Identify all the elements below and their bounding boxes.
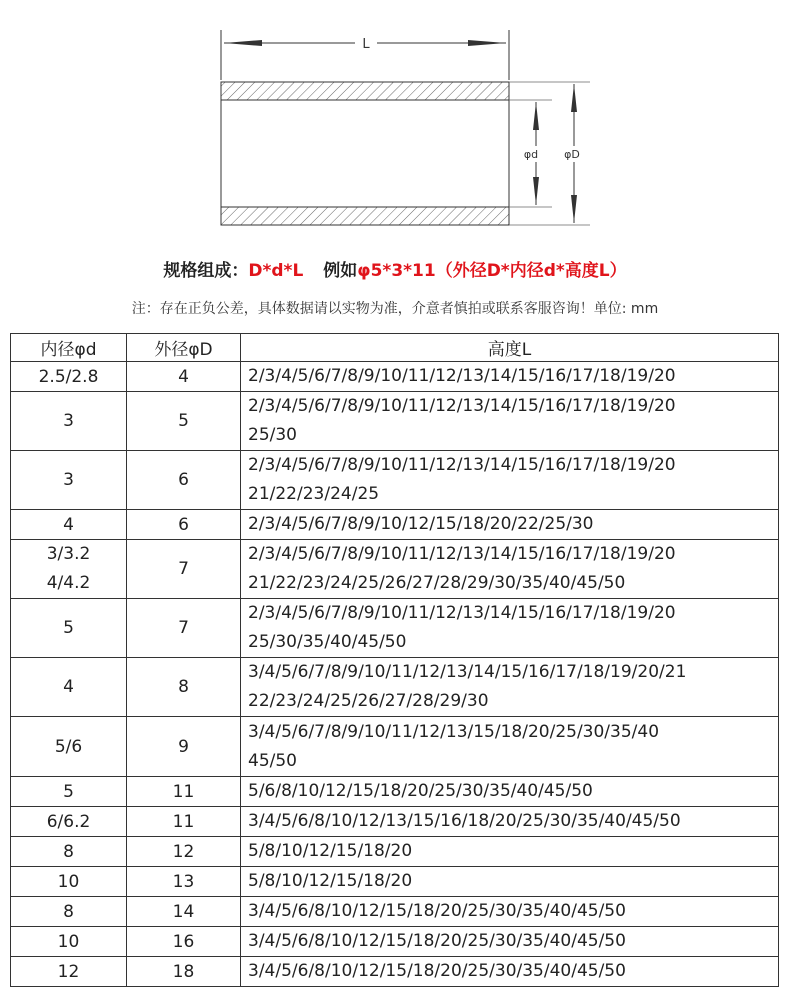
height-values-line: 2/3/4/5/6/7/8/9/10/11/12/13/14/15/16/17/18/19/20 xyxy=(248,366,676,386)
height-values-line: 45/50 xyxy=(248,750,297,771)
header-inner-diameter: 内径φd xyxy=(11,334,127,362)
height-values-line: 21/22/23/24/25 xyxy=(248,484,380,504)
table-header-row xyxy=(11,334,779,362)
height-values-line: 3/4/5/6/7/8/9/10/11/12/13/15/18/20/25/30/35/40 xyxy=(248,721,660,742)
table-row xyxy=(11,777,779,807)
height-cell xyxy=(241,599,779,658)
bushing-top-wall xyxy=(221,82,509,100)
table-row xyxy=(11,451,779,510)
inner-diameter-cell: 4 xyxy=(11,658,127,717)
height-values-line: 22/23/24/25/26/27/28/29/30 xyxy=(248,691,489,711)
outer-diameter-cell: 11 xyxy=(127,807,241,837)
inner-diameter-cell xyxy=(11,540,127,599)
table-row xyxy=(11,957,779,987)
height-values-line: 21/22/23/24/25/26/27/28/29/30/35/40/45/50 xyxy=(248,573,626,593)
spec-format-line xyxy=(0,256,790,281)
spec-label: 规格组成： xyxy=(163,261,249,281)
table-row xyxy=(11,362,779,392)
height-cell xyxy=(241,392,779,451)
inner-diameter-value: 3/3.2 xyxy=(46,544,91,564)
inner-diameter-cell: 8 xyxy=(11,837,127,867)
outer-diameter-cell: 13 xyxy=(127,867,241,897)
table-row xyxy=(11,658,779,717)
bushing-dimension-diagram xyxy=(0,0,790,240)
table-row xyxy=(11,599,779,658)
inner-diameter-cell: 5/6 xyxy=(11,717,127,777)
outer-diameter-cell: 4 xyxy=(127,362,241,392)
outer-diameter-cell: 11 xyxy=(127,777,241,807)
inner-diameter-cell: 8 xyxy=(11,897,127,927)
height-cell xyxy=(241,362,779,392)
height-values-line: 25/30 xyxy=(248,425,297,445)
table-row xyxy=(11,867,779,897)
height-values-line: 25/30/35/40/45/50 xyxy=(248,632,407,652)
length-label: L xyxy=(362,37,370,52)
height-values-line: 3/4/5/6/7/8/9/10/11/12/13/14/15/16/17/18/19/20/21 xyxy=(248,662,687,682)
inner-diameter-label: φd xyxy=(523,148,539,161)
example-value: φ5*3*11（外径D*内径d*高度L） xyxy=(357,261,627,281)
header-outer-diameter: 外径φD xyxy=(127,334,241,362)
outer-diameter-cell: 7 xyxy=(127,540,241,599)
height-cell xyxy=(241,867,779,897)
bushing-bottom-wall xyxy=(221,207,509,225)
inner-diameter-cell: 3 xyxy=(11,392,127,451)
inner-diameter-cell: 4 xyxy=(11,510,127,540)
inner-diameter-cell: 10 xyxy=(11,927,127,957)
height-cell xyxy=(241,777,779,807)
height-cell xyxy=(241,658,779,717)
inner-diameter-cell: 10 xyxy=(11,867,127,897)
height-cell xyxy=(241,807,779,837)
height-values-line: 3/4/5/6/8/10/12/15/18/20/25/30/35/40/45/50 xyxy=(248,901,626,921)
inner-diameter-cell: 3 xyxy=(11,451,127,510)
inner-diameter-cell: 5 xyxy=(11,777,127,807)
outer-diameter-label: φD xyxy=(564,148,580,161)
outer-diameter-cell: 14 xyxy=(127,897,241,927)
table-row xyxy=(11,927,779,957)
table-row xyxy=(11,392,779,451)
height-values-line: 2/3/4/5/6/7/8/9/10/11/12/13/14/15/16/17/18/19/20 xyxy=(248,544,676,564)
spec-formula: D*d*L xyxy=(248,261,304,281)
tolerance-note: 注：存在正负公差，具体数据请以实物为准，介意者慎拍或联系客服咨询！单位: mm xyxy=(131,301,659,317)
outer-diameter-cell: 8 xyxy=(127,658,241,717)
height-cell xyxy=(241,717,779,777)
inner-diameter-cell: 12 xyxy=(11,957,127,987)
bushing-bore xyxy=(221,100,509,207)
inner-diameter-cell: 2.5/2.8 xyxy=(11,362,127,392)
height-values-line: 2/3/4/5/6/7/8/9/10/11/12/13/14/15/16/17/18/19/20 xyxy=(248,396,676,416)
outer-diameter-cell: 16 xyxy=(127,927,241,957)
outer-diameter-cell: 9 xyxy=(127,717,241,777)
height-cell xyxy=(241,897,779,927)
height-cell xyxy=(241,451,779,510)
height-values-line: 5/8/10/12/15/18/20 xyxy=(248,841,413,861)
table-row xyxy=(11,540,779,599)
height-values-line: 3/4/5/6/8/10/12/15/18/20/25/30/35/40/45/50 xyxy=(248,931,626,951)
size-spec-table xyxy=(10,333,779,987)
table-row xyxy=(11,897,779,927)
height-cell xyxy=(241,540,779,599)
outer-diameter-cell: 6 xyxy=(127,510,241,540)
height-values-line: 2/3/4/5/6/7/8/9/10/12/15/18/20/22/25/30 xyxy=(248,514,594,534)
table-row xyxy=(11,807,779,837)
outer-diameter-cell: 5 xyxy=(127,392,241,451)
height-values-line: 5/8/10/12/15/18/20 xyxy=(248,871,413,891)
inner-diameter-cell: 5 xyxy=(11,599,127,658)
height-cell xyxy=(241,510,779,540)
outer-diameter-cell: 18 xyxy=(127,957,241,987)
table-row xyxy=(11,510,779,540)
height-values-line: 5/6/8/10/12/15/18/20/25/30/35/40/45/50 xyxy=(248,781,593,801)
outer-diameter-cell: 12 xyxy=(127,837,241,867)
height-cell xyxy=(241,957,779,987)
table-row xyxy=(11,717,779,777)
height-cell xyxy=(241,837,779,867)
inner-diameter-cell: 6/6.2 xyxy=(11,807,127,837)
example-label: 例如 xyxy=(323,261,358,281)
height-values-line: 3/4/5/6/8/10/12/13/15/16/18/20/25/30/35/40/45/50 xyxy=(248,811,681,831)
outer-diameter-cell: 6 xyxy=(127,451,241,510)
height-values-line: 3/4/5/6/8/10/12/15/18/20/25/30/35/40/45/50 xyxy=(248,961,626,981)
header-height: 高度L xyxy=(241,334,779,362)
height-values-line: 2/3/4/5/6/7/8/9/10/11/12/13/14/15/16/17/18/19/20 xyxy=(248,603,676,623)
height-cell xyxy=(241,927,779,957)
table-body xyxy=(11,362,779,987)
inner-diameter-value: 4/4.2 xyxy=(46,573,91,593)
outer-diameter-cell: 7 xyxy=(127,599,241,658)
table-row xyxy=(11,837,779,867)
height-values-line: 2/3/4/5/6/7/8/9/10/11/12/13/14/15/16/17/18/19/20 xyxy=(248,455,676,475)
